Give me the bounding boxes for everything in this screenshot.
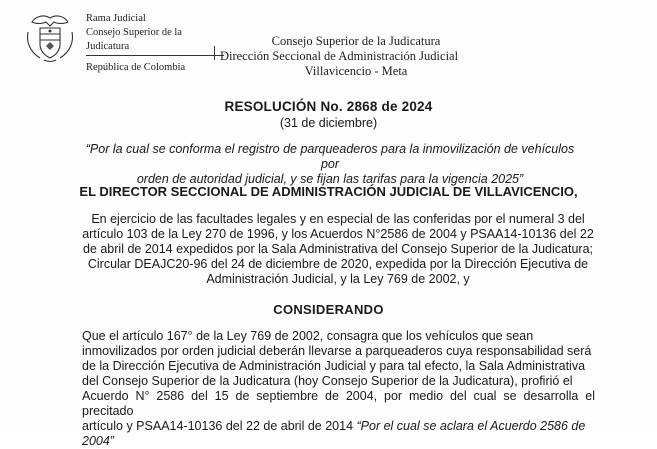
paragraph-line: inmovilizados por orden judicial deberán llevarse a parqueaderos cuya responsabilidad será [82,344,592,358]
resolution-date: (31 de diciembre) [279,116,378,130]
republica-label: República de Colombia [86,62,186,73]
paragraph-text: artículo y PSAA14-10136 del 22 de abril de 2014 [82,419,357,433]
rama-judicial-label: Rama Judicial [86,13,146,24]
legal-basis-line: Administración Judicial, y la Ley 769 de 2002, y [206,272,470,286]
colombia-coat-of-arms-icon [22,12,78,66]
ciudad-label: Villavicencio - Meta [304,64,408,78]
summary-line: “Por la cual se conforma el registro de parqueaderos para la inmovilización de vehículos por [85,142,575,171]
resolution-summary [80,142,580,187]
considerando-paragraph [82,329,595,449]
paragraph-line: del Consejo Superior de la Judicatura (hoy Consejo Superior de la Judicatura), profirió el [82,374,573,388]
consejo-label: Consejo Superior de la Judicatura [271,34,441,48]
paragraph-line: de la Dirección Ejecutiva de Administración Judicial y para tal efecto, la Sala Administrativa [82,359,586,373]
legal-basis-line: En ejercicio de las facultades legales y en especial de las conferidas por el numeral 3 del [91,212,585,226]
direccion-label: Dirección Seccional de Administración Judicial [219,49,459,63]
rama-judicial-block [86,12,224,75]
considerando-heading: CONSIDERANDO [273,302,384,317]
director-heading: EL DIRECTOR SECCIONAL DE ADMINISTRACIÓN JUDICIAL DE VILLAVICENCIO, [79,184,578,199]
paragraph-line: Que el artículo 167° de la Ley 769 de 2002, consagra que los vehículos que sean [82,329,534,343]
paragraph-italic-text: “Por el cual se aclara el Acuerdo 2586 de [356,419,586,433]
resolution-title: RESOLUCIÓN No. 2868 de 2024 [224,99,433,114]
paragraph-line: 2004” [82,434,114,448]
summary-line: orden de autoridad judicial, y se fijan las tarifas para la vigencia 2025” [136,172,524,186]
legal-basis-line: de abril de 2014 expedidos por la Sala Administrativa del Consejo Superior de la Judicatura; [82,242,594,256]
legal-basis-line: artículo 103 de la Ley 270 de 1996, y los Acuerdos N°2586 de 2004 y PSAA14-10136 del 22 [82,227,594,241]
paragraph-line: Acuerdo N° 2586 del 15 de septiembre de 2004, por medio del cual se desarrolla el precitado [82,389,595,418]
legal-basis-paragraph [78,212,598,287]
legal-basis-line: Circular DEAJC20-96 del 24 de diciembre de 2020, expedida por la Dirección Ejecutiva de [87,257,589,271]
paragraph-line [82,419,595,434]
direccion-seccional-block [214,34,464,79]
consejo-superior-label: Consejo Superior de la Judicatura [86,26,224,56]
